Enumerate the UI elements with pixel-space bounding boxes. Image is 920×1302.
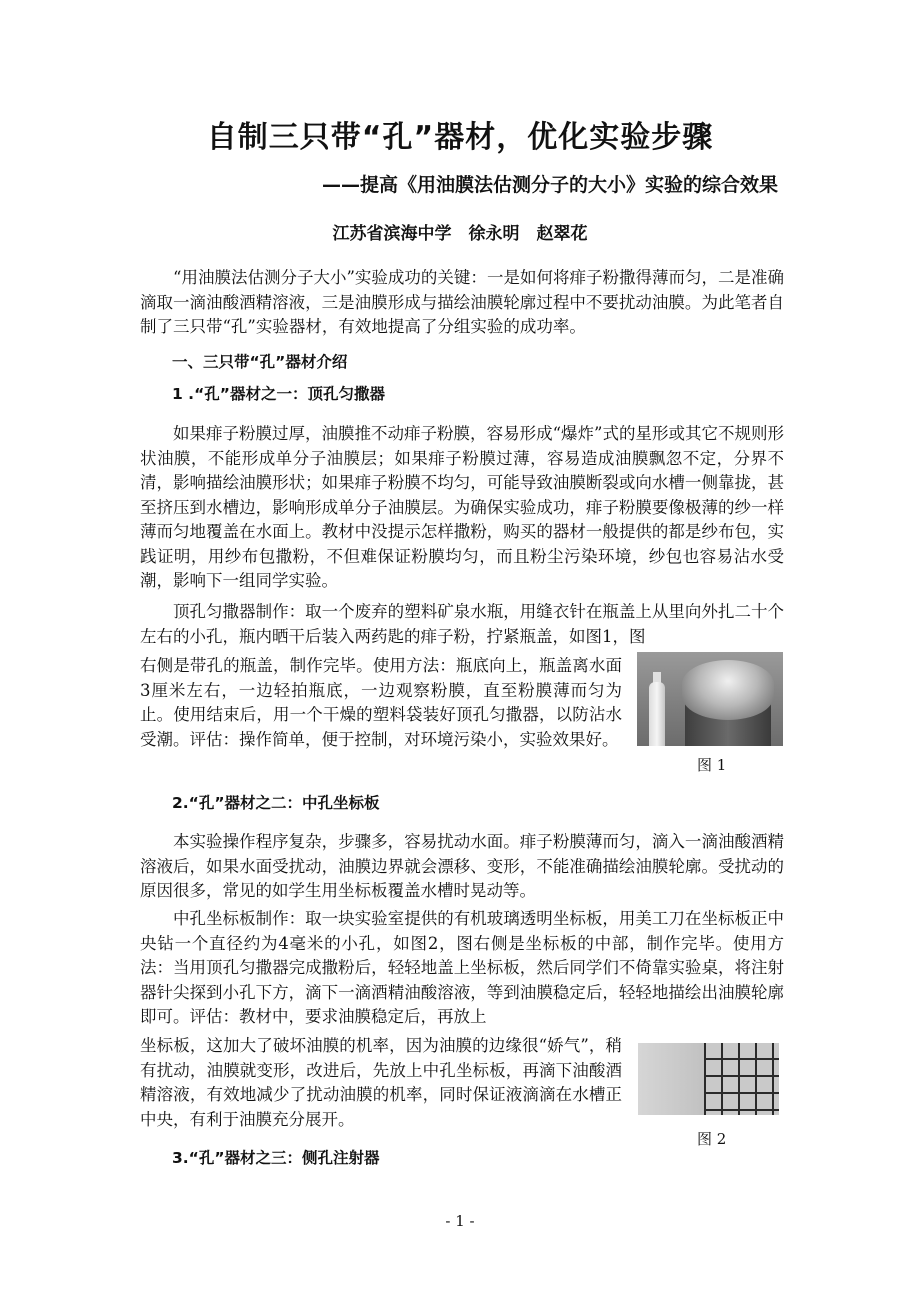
item2-paragraph-2b: 坐标板，这加大了破坏油膜的机率，因为油膜的边缘很“娇气”，稍有扰动，油膜就变形，改进后，先放上中孔坐标板，再滴下油酸酒精溶液，有效地减少了扰动油膜的机率，同时保证液滴滴在水槽正中央，有利于油膜充分展开。 (140, 1036, 622, 1129)
section-heading-1: 一、三只带“孔”器材介绍 (172, 353, 348, 371)
intro-paragraph: “用油膜法估测分子大小”实验成功的关键：一是如何将痱子粉撒得薄而匀，二是准确滴取一滴油酸酒精溶液，三是油膜形成与描绘油膜轮廓过程中不要扰动油膜。为此笔者自制了三只带“孔”实验器材，有效地提高了分组实验的成功率。 (140, 268, 784, 336)
figure-2-grid-plate-photo (638, 1043, 779, 1115)
item1-paragraph-1: 如果痱子粉膜过厚，油膜推不动痱子粉膜，容易形成“爆炸”式的星形或其它不规则形状油膜，不能形成单分子油膜层；如果痱子粉膜过薄，容易造成油膜飘忽不定，分界不清，影响描绘油膜形状；如果痱子粉膜不均匀，可能导致油膜断裂或向水槽一侧靠拢，甚至挤压到水槽边，影响形成单分子油膜层。为确保实验成功，痱子粉膜要像极薄的纱一样薄而匀地覆盖在水面上。教材中没提示怎样撒粉，购买的器材一般提供的都是纱布包，实践证明，用纱布包撒粉，不但难保证粉膜均匀，而且粉尘污染环境，纱包也容易沾水受潮，影响下一组同学实验。 (140, 424, 784, 590)
item3-heading: 3.“孔”器材之三：侧孔注射器 (172, 1149, 380, 1167)
page-number: - 1 - (445, 1212, 475, 1230)
article-subtitle: ——提高《用油膜法估测分子的大小》实验的综合效果 (321, 174, 778, 196)
figure-1-caption: 图 1 (697, 756, 727, 774)
item1-heading: 1 .“孔”器材之一：顶孔匀撒器 (172, 385, 385, 403)
item1-paragraph-2a: 顶孔匀撒器制作：取一个废弃的塑料矿泉水瓶，用缝衣针在瓶盖上从里向外扎二十个左右的小孔，瓶内晒干后装入两药匙的痱子粉，拧紧瓶盖，如图1，图 (140, 602, 784, 646)
item2-heading: 2.“孔”器材之二：中孔坐标板 (172, 794, 380, 812)
item2-paragraph-2a: 中孔坐标板制作：取一块实验室提供的有机玻璃透明坐标板，用美工刀在坐标板正中央钻一个直径约为4毫米的小孔，如图2，图右侧是坐标板的中部，制作完毕。使用方法：当用顶孔匀撒器完成撒粉后，轻轻地盖上坐标板，然后同学们不倚靠实验桌，将注射器针尖探到小孔下方，滴下一滴酒精油酸溶液，等到油膜稳定后，轻轻地描绘出油膜轮廓即可。评估：教材中，要求油膜稳定后，再放上 (140, 909, 784, 1026)
item2-paragraph-1: 本实验操作程序复杂，步骤多，容易扰动水面。痱子粉膜薄而匀，滴入一滴油酸酒精溶液后，如果水面受扰动，油膜边界就会漂移、变形，不能准确描绘油膜轮廓。受扰动的原因很多，常见的如学生用坐标板覆盖水槽时晃动等。 (140, 832, 784, 900)
article-title: 自制三只带“孔”器材，优化实验步骤 (206, 120, 714, 155)
item1-paragraph-2b: 右侧是带孔的瓶盖，制作完毕。使用方法：瓶底向上，瓶盖离水面3厘米左右，一边轻拍瓶底，一边观察粉膜，直至粉膜薄而匀为止。使用结束后，用一个干燥的塑料袋装好顶孔匀撒器，以防沾水受潮。评估：操作简单，便于控制，对环境污染小，实验效果好。 (140, 656, 622, 749)
figure-2-caption: 图 2 (697, 1130, 727, 1148)
author-line: 江苏省滨海中学 徐永明 赵翠花 (332, 224, 588, 244)
figure-1-bottle-photo (637, 652, 783, 746)
